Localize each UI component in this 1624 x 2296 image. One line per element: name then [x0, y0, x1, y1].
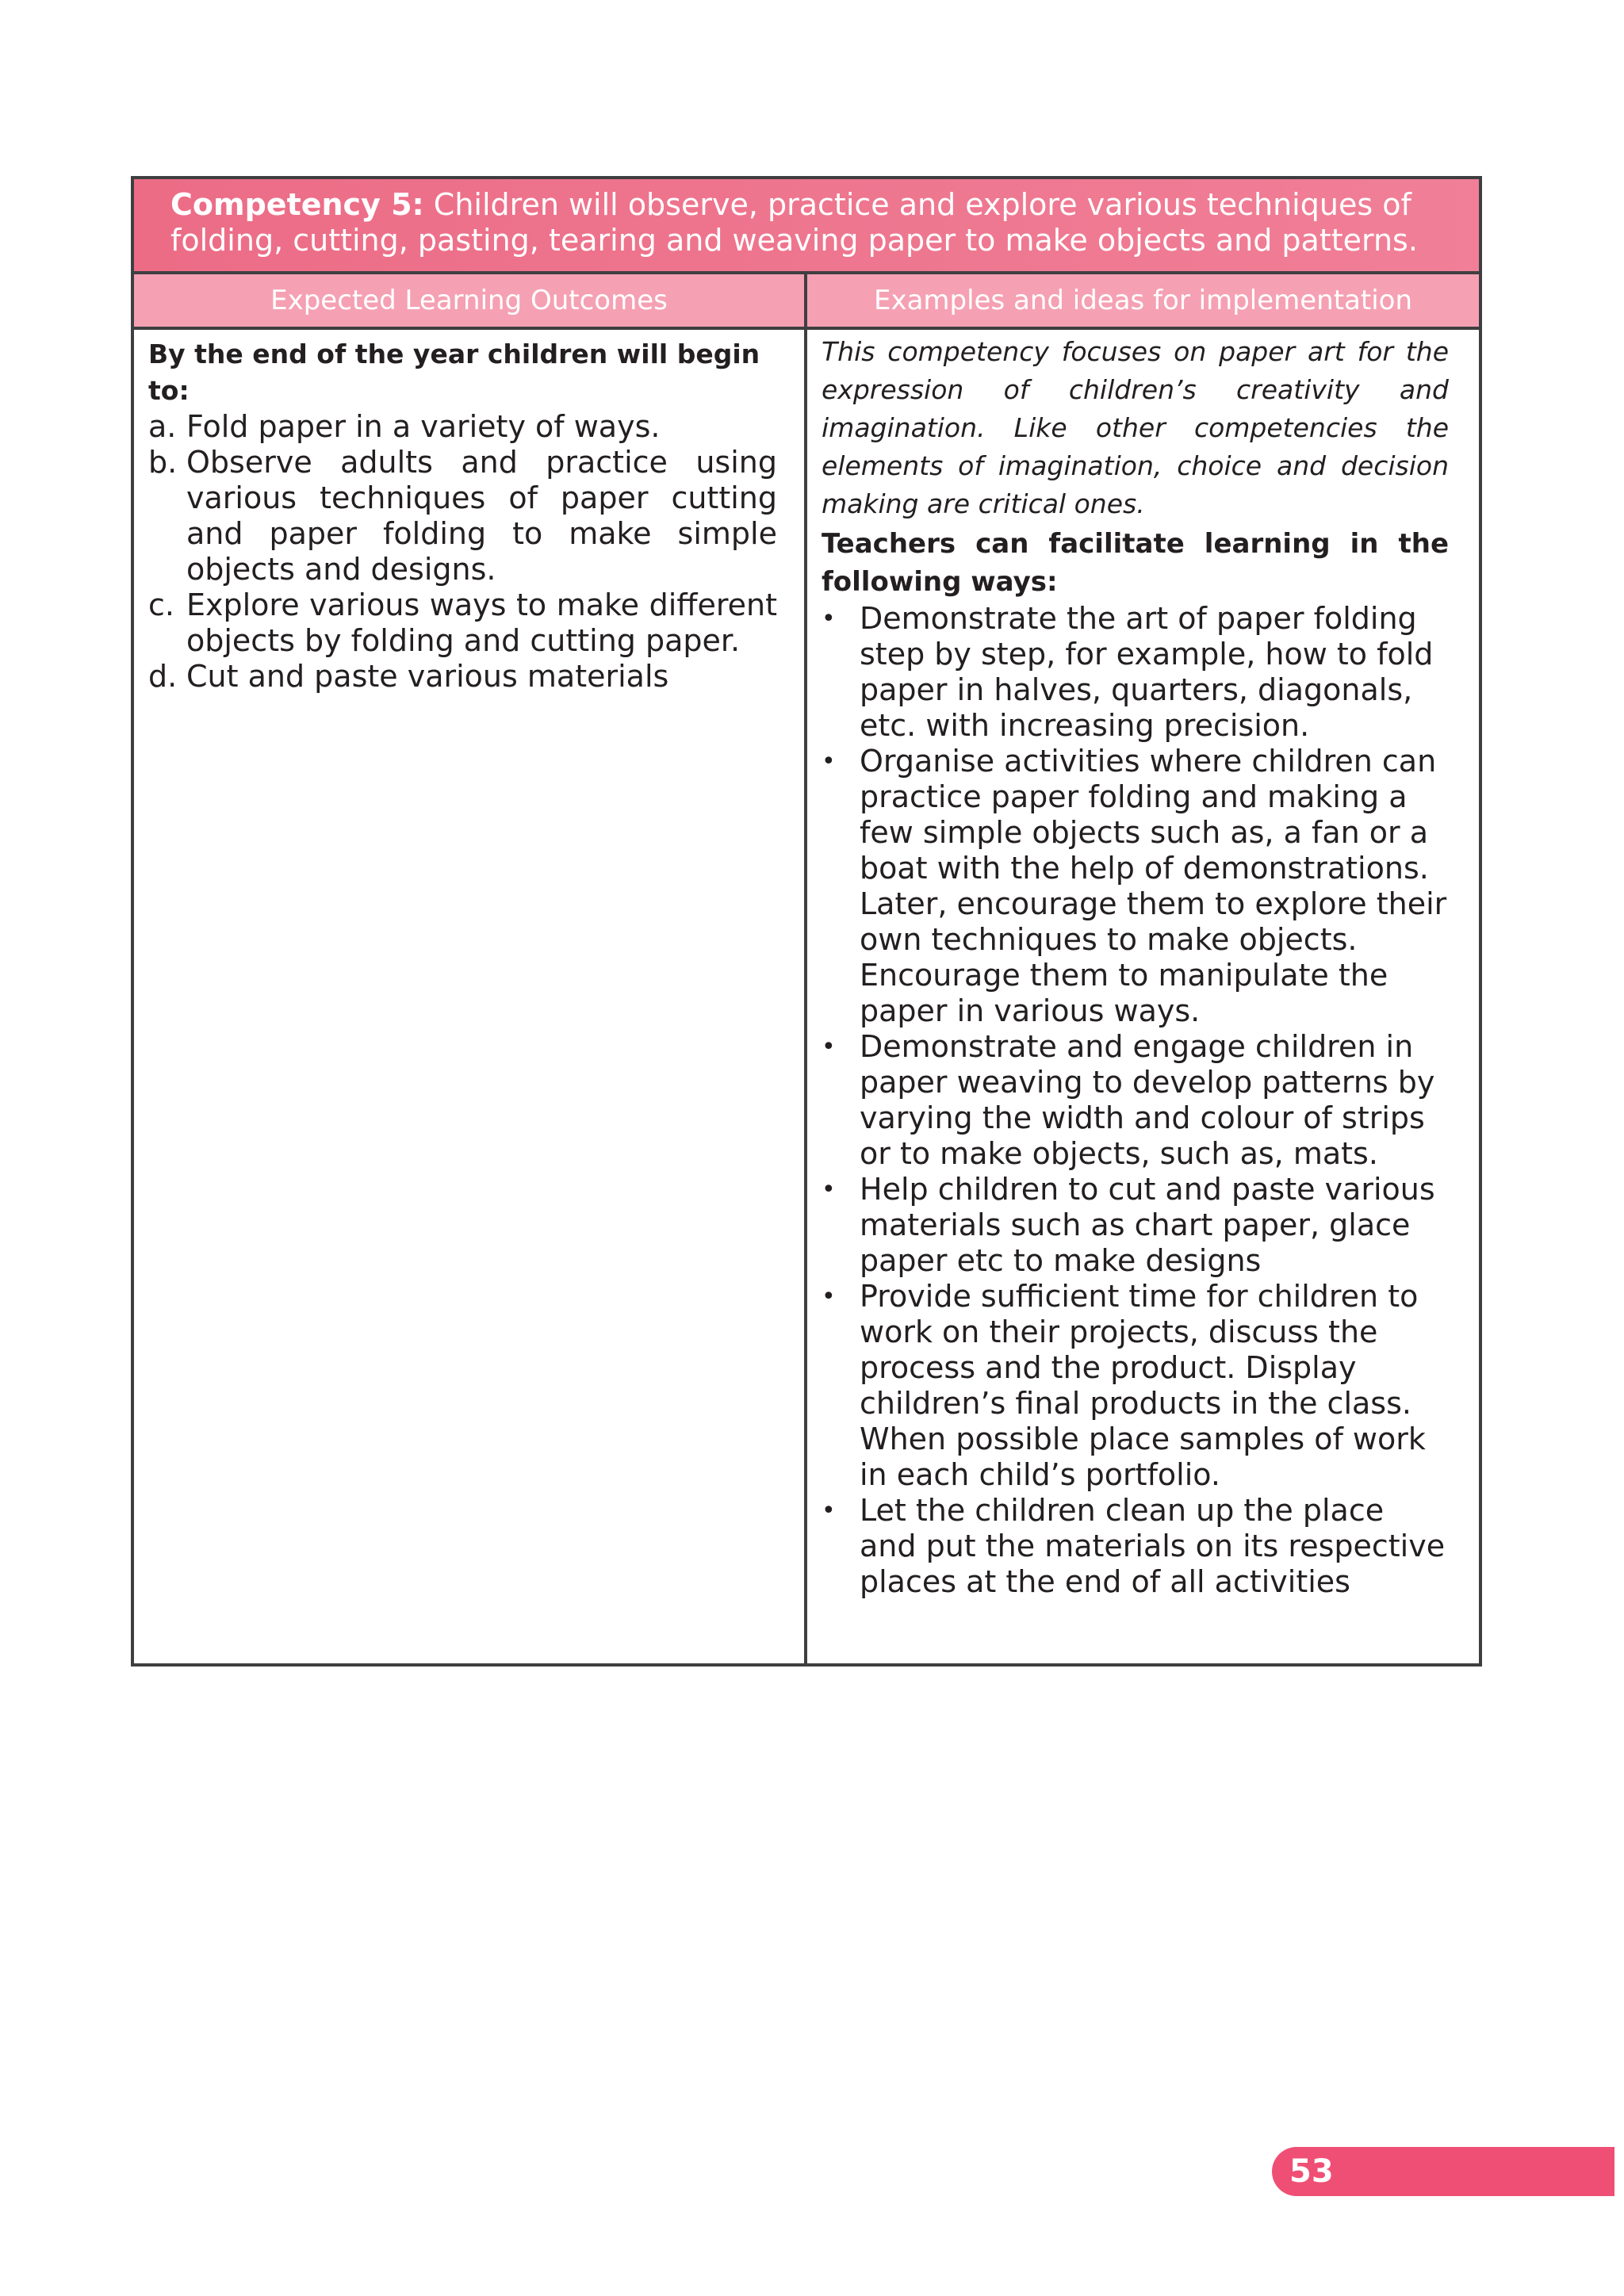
list-text: Observe adults and practice using various techniques of paper cutting and paper folding to make simple objects and designs. — [186, 445, 777, 587]
list-item — [148, 445, 777, 587]
header-expected-outcomes: Expected Learning Outcomes — [134, 274, 807, 327]
list-item — [822, 1279, 1449, 1493]
list-item — [148, 587, 777, 659]
list-text: Explore various ways to make different objects by folding and cutting paper. — [186, 587, 777, 658]
list-text: Fold paper in a variety of ways. — [186, 409, 661, 444]
list-text: Provide sufficient time for children to work on their projects, discuss the process and the product. Display children’s final products in the class. When possible place samples of work in each child’s portfolio. — [860, 1279, 1426, 1492]
column-headers — [134, 274, 1479, 330]
competency-text: Children will observe, practice and explore various techniques of folding, cutting, pasting, tearing and weaving paper to make objects and patterns. — [170, 187, 1418, 258]
ideas-intro: This competency focuses on paper art for the expression of children’s creativity and imagination. Like other competencies the elements of imagination, choice and decision making are critical ones. — [822, 336, 1449, 519]
list-text: Help children to cut and paste various materials such as chart paper, glace paper etc to make designs — [860, 1172, 1435, 1278]
bullet-icon: • — [822, 1497, 836, 1525]
list-text: Demonstrate and engage children in paper weaving to develop patterns by varying the width and colour of strips or to make objects, such as, mats. — [860, 1029, 1435, 1171]
outcomes-list — [148, 409, 777, 695]
outcomes-cell — [134, 330, 807, 1663]
bullet-icon: • — [822, 1176, 836, 1203]
ideas-cell — [807, 330, 1479, 1663]
outcomes-intro: By the end of the year children will begin to: — [148, 339, 760, 406]
list-item — [148, 659, 777, 695]
list-marker: b. — [148, 445, 178, 480]
list-text: Demonstrate the art of paper folding step by step, for example, how to fold paper in halves, quarters, diagonals, etc. with increasing precision. — [860, 601, 1434, 743]
list-item — [822, 601, 1449, 744]
list-marker: c. — [148, 587, 174, 622]
competency-table — [131, 176, 1482, 1667]
ideas-list — [822, 601, 1449, 1600]
list-marker: d. — [148, 659, 178, 694]
table-body-row — [134, 330, 1479, 1663]
ideas-lead: Teachers can facilitate learning in the following ways: — [822, 528, 1449, 598]
header-examples-ideas: Examples and ideas for implementation — [807, 274, 1479, 327]
bullet-icon: • — [822, 1033, 836, 1061]
page-number: 53 — [1289, 2153, 1334, 2190]
bullet-icon: • — [822, 1283, 836, 1311]
list-text: Cut and paste various materials — [186, 659, 669, 694]
list-item — [822, 1493, 1449, 1600]
list-item — [822, 1172, 1449, 1279]
bullet-icon: • — [822, 748, 836, 775]
competency-header — [134, 179, 1479, 274]
list-item — [822, 744, 1449, 1029]
list-item — [822, 1029, 1449, 1172]
list-text: Organise activities where children can practice paper folding and making a few simple objects such as, a fan or a boat with the help of demonstrations. Later, encourage them to explore their own techniques to make objects. Encourage them to manipulate the paper in various ways. — [860, 744, 1447, 1028]
list-item — [148, 409, 777, 445]
list-text: Let the children clean up the place and put the materials on its respective places at the end of all activities — [860, 1493, 1446, 1599]
competency-label: Competency 5: — [170, 187, 424, 222]
bullet-icon: • — [822, 605, 836, 633]
list-marker: a. — [148, 409, 177, 444]
